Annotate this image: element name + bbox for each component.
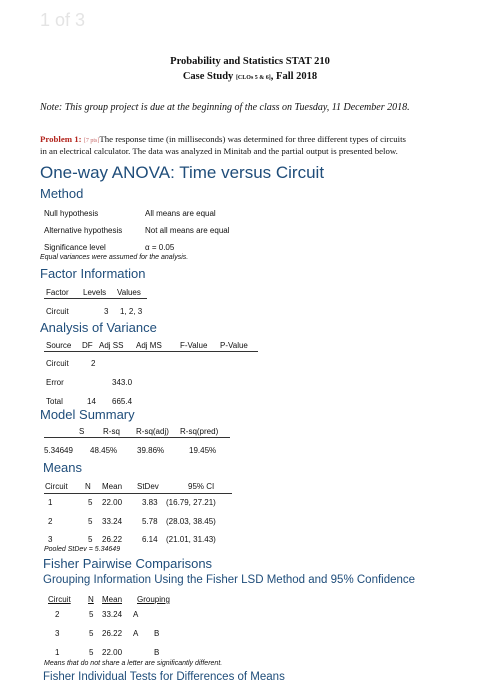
case-study-title: Case Study [CLOs 5 & 6], Fall 2018 <box>182 71 318 82</box>
anova-header-rule <box>44 351 258 352</box>
grouping-col-grouping: Grouping <box>137 595 170 604</box>
means-row1-n: 5 <box>88 498 93 507</box>
anova-row-error: Error <box>46 378 64 387</box>
grouping-row2-group-a: A <box>133 629 139 638</box>
factor-header-rule <box>44 298 147 299</box>
fisher-title: Fisher Pairwise Comparisons <box>43 556 213 571</box>
anova-row-total: Total <box>46 397 63 406</box>
model-col-rsqadj: R-sq(adj) <box>136 427 169 436</box>
model-col-rsqpred: R-sq(pred) <box>180 427 219 436</box>
anova-col-adjms: Adj MS <box>136 341 162 350</box>
grouping-row2-n: 5 <box>89 629 94 638</box>
grouping-col-n: N <box>88 595 94 604</box>
grouping-row1-circuit: 2 <box>55 610 60 619</box>
means-col-circuit: Circuit <box>45 482 68 491</box>
grouping-row3-group-b: B <box>154 648 160 657</box>
pooled-stdev-note: Pooled StDev = 5.34649 <box>44 546 121 553</box>
model-col-s: S <box>79 427 85 436</box>
means-col-mean: Mean <box>102 482 123 491</box>
anova-ss-error: 343.0 <box>112 378 133 387</box>
anova-col-adjss: Adj SS <box>99 341 124 350</box>
factor-col-factor: Factor <box>46 288 69 297</box>
means-row2-ci: (28.03, 38.45) <box>166 517 216 526</box>
means-row2-circuit: 2 <box>48 517 53 526</box>
model-cell-s: 5.34649 <box>44 446 73 455</box>
factor-cell-levels: 3 <box>104 307 109 316</box>
means-row1-stdev: 3.83 <box>142 498 158 507</box>
anova-title: One-way ANOVA: Time versus Circuit <box>40 163 325 182</box>
method-label-sig: Significance level <box>44 243 106 252</box>
grouping-row2-mean: 26.22 <box>102 629 123 638</box>
means-col-ci: 95% CI <box>188 482 215 491</box>
course-title: Probability and Statistics STAT 210 <box>170 56 330 67</box>
factor-cell-circuit: Circuit <box>46 307 69 316</box>
means-row3-stdev: 6.14 <box>142 535 158 544</box>
grouping-row2-group-b: B <box>154 629 160 638</box>
means-row2-stdev: 5.78 <box>142 517 158 526</box>
grouping-row2-circuit: 3 <box>55 629 60 638</box>
factor-info-heading: Factor Information <box>40 266 146 281</box>
model-header-rule <box>44 437 230 438</box>
problem-statement-line2: in an electrical calculator. The data was analyzed in Minitab and the partial output is presented below. <box>40 146 398 156</box>
means-col-n: N <box>85 482 91 491</box>
grouping-heading: Grouping Information Using the Fisher LSD Method and 95% Confidence <box>43 574 416 586</box>
model-col-rsq: R-sq <box>103 427 120 436</box>
grouping-col-circuit: Circuit <box>48 595 71 604</box>
individual-tests-heading: Fisher Individual Tests for Differences of Means <box>43 671 285 683</box>
model-cell-rsqadj: 39.86% <box>137 446 165 455</box>
anova-row-circuit: Circuit <box>46 359 69 368</box>
grouping-row3-mean: 22.00 <box>102 648 123 657</box>
factor-col-levels: Levels <box>83 288 107 297</box>
means-heading: Means <box>43 460 83 475</box>
means-row2-mean: 33.24 <box>102 517 123 526</box>
model-cell-rsq: 48.45% <box>90 446 118 455</box>
model-summary-heading: Model Summary <box>40 407 135 422</box>
means-row3-n: 5 <box>88 535 93 544</box>
grouping-col-mean: Mean <box>102 595 123 604</box>
anova-col-fvalue: F-Value <box>180 341 208 350</box>
anova-col-source: Source <box>46 341 72 350</box>
means-row1-ci: (16.79, 27.21) <box>166 498 216 507</box>
method-value-alt: Not all means are equal <box>145 226 230 235</box>
means-row1-mean: 22.00 <box>102 498 123 507</box>
anova-table-heading: Analysis of Variance <box>40 320 157 335</box>
anova-df-circuit: 2 <box>91 359 96 368</box>
means-header-rule <box>44 493 232 494</box>
method-value-null: All means are equal <box>145 209 216 218</box>
anova-ss-total: 665.4 <box>112 397 133 406</box>
grouping-row3-n: 5 <box>89 648 94 657</box>
method-heading: Method <box>40 186 84 201</box>
page-indicator: 1 of 3 <box>40 10 86 30</box>
means-row2-n: 5 <box>88 517 93 526</box>
model-cell-rsqpred: 19.45% <box>189 446 217 455</box>
grouping-row1-group-a: A <box>133 610 139 619</box>
method-label-alt: Alternative hypothesis <box>44 226 123 235</box>
means-row3-circuit: 3 <box>48 535 53 544</box>
means-row3-ci: (21.01, 31.43) <box>166 535 216 544</box>
grouping-row1-mean: 33.24 <box>102 610 123 619</box>
anova-df-total: 14 <box>87 397 96 406</box>
problem-statement-line1: Problem 1: [7 pts]The response time (in milliseconds) was determined for three different types of circuits <box>40 134 406 144</box>
factor-col-values: Values <box>117 288 141 297</box>
method-label-null: Null hypothesis <box>44 209 99 218</box>
method-value-sig: α = 0.05 <box>145 243 175 252</box>
anova-col-pvalue: P-Value <box>220 341 248 350</box>
due-date-note: Note: This group project is due at the beginning of the class on Tuesday, 11 December 2018. <box>40 102 410 113</box>
means-row3-mean: 26.22 <box>102 535 123 544</box>
grouping-row3-circuit: 1 <box>55 648 60 657</box>
grouping-row1-n: 5 <box>89 610 94 619</box>
method-note: Equal variances were assumed for the analysis. <box>40 254 189 261</box>
anova-col-df: DF <box>82 341 93 350</box>
means-col-stdev: StDev <box>137 482 159 491</box>
means-row1-circuit: 1 <box>48 498 53 507</box>
factor-cell-values: 1, 2, 3 <box>120 307 143 316</box>
grouping-note: Means that do not share a letter are significantly different. <box>44 660 223 667</box>
